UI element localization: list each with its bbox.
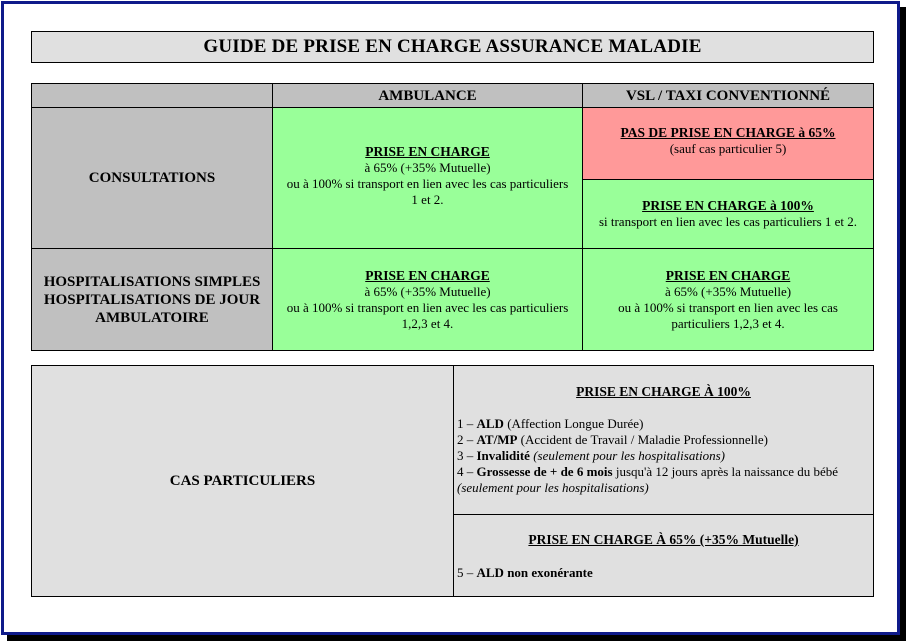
cell-consultations-vsl-no-coverage bbox=[582, 107, 874, 180]
section-prise-en-charge-65 bbox=[453, 514, 874, 597]
hosp-label-1: HOSPITALISATIONS SIMPLES bbox=[43, 273, 261, 290]
table1-corner bbox=[31, 83, 273, 108]
list-item-3: 3 – Invalidité (seulement pour les hospitalisations) bbox=[457, 448, 725, 463]
hosp-amb-head: PRISE EN CHARGE bbox=[365, 267, 490, 283]
header-vsl-taxi bbox=[582, 83, 874, 108]
row-head-hospitalisations bbox=[31, 248, 273, 351]
header-vsl-label: VSL / TAXI CONVENTIONNÉ bbox=[625, 87, 831, 104]
cons-vsl-green-line1: si transport en lien avec les cas particuliers 1 et 2. bbox=[598, 214, 858, 229]
page-title-text: GUIDE DE PRISE EN CHARGE ASSURANCE MALADIE bbox=[203, 36, 702, 57]
list-item-5: 5 – ALD non exonérante bbox=[457, 565, 593, 580]
section65-head: PRISE EN CHARGE À 65% (+35% Mutuelle) bbox=[528, 532, 799, 547]
hosp-amb-line1: à 65% (+35% Mutuelle) bbox=[364, 283, 491, 299]
list-item-4: 4 – Grossesse de + de 6 mois jusqu'à 12 jours après la naissance du bébé bbox=[457, 464, 839, 479]
header-ambulance bbox=[272, 83, 583, 108]
list-item-4-note: (seulement pour les hospitalisations) bbox=[457, 480, 649, 495]
list-item-2: 2 – AT/MP (Accident de Travail / Maladie Professionnelle) bbox=[457, 432, 768, 447]
row-head-consultations bbox=[31, 107, 273, 249]
section-prise-en-charge-100 bbox=[453, 365, 874, 515]
cas-particuliers-label-cell bbox=[31, 365, 454, 597]
cell-consultations-vsl-100 bbox=[582, 179, 874, 249]
hosp-amb-line3: 1,2,3 et 4. bbox=[401, 315, 454, 331]
cons-amb-line3: 1 et 2. bbox=[411, 192, 444, 207]
cell-hospitalisations-ambulance bbox=[272, 248, 583, 351]
cons-vsl-red-line1: (sauf cas particulier 5) bbox=[669, 140, 787, 156]
hosp-amb-line2: ou à 100% si transport en lien avec les cas particuliers bbox=[286, 299, 569, 315]
page-title bbox=[31, 31, 874, 63]
header-ambulance-label: AMBULANCE bbox=[378, 87, 477, 104]
cons-amb-line2: ou à 100% si transport en lien avec les cas particuliers bbox=[286, 176, 569, 191]
list-item-1: 1 – ALD (Affection Longue Durée) bbox=[457, 416, 644, 431]
hosp-vsl-line3: particuliers 1,2,3 et 4. bbox=[671, 315, 785, 331]
hosp-vsl-line2: ou à 100% si transport en lien avec les cas bbox=[618, 299, 838, 315]
section100-head: PRISE EN CHARGE À 100% bbox=[576, 384, 751, 399]
hosp-vsl-line1: à 65% (+35% Mutuelle) bbox=[664, 283, 792, 299]
cas-particuliers-label: CAS PARTICULIERS bbox=[169, 473, 316, 489]
cons-amb-head: PRISE EN CHARGE bbox=[365, 144, 490, 159]
cell-consultations-ambulance bbox=[272, 107, 583, 249]
cons-vsl-green-head: PRISE EN CHARGE à 100% bbox=[642, 198, 814, 213]
hosp-label-3: AMBULATOIRE bbox=[95, 309, 209, 326]
consultations-label: CONSULTATIONS bbox=[88, 170, 216, 186]
cons-amb-line1: à 65% (+35% Mutuelle) bbox=[364, 160, 491, 175]
cons-vsl-red-head: PAS DE PRISE EN CHARGE à 65% bbox=[620, 124, 836, 140]
hosp-label-2: HOSPITALISATIONS DE JOUR bbox=[43, 291, 261, 308]
hosp-vsl-head: PRISE EN CHARGE bbox=[665, 267, 791, 283]
cell-hospitalisations-vsl bbox=[582, 248, 874, 351]
